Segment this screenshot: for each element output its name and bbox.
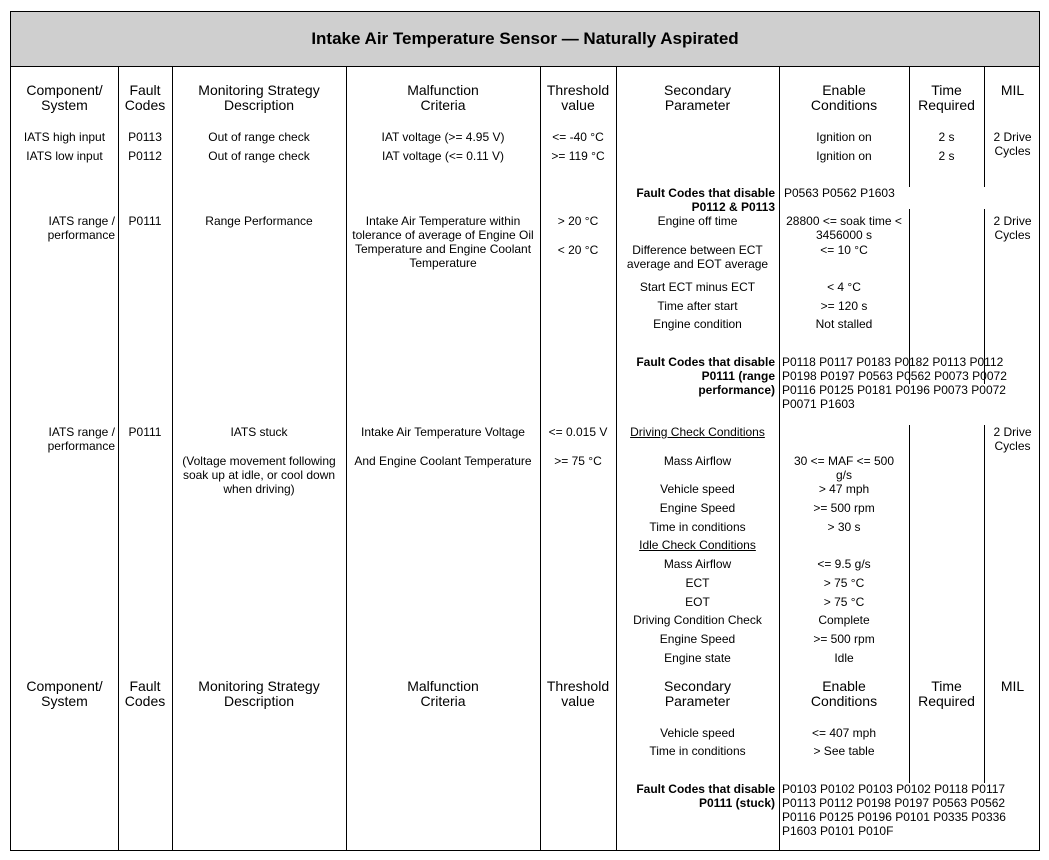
- header-threshold: Threshold value: [546, 678, 610, 709]
- secondary-parameter: EOT: [685, 595, 710, 609]
- header-mil: MIL: [1000, 82, 1025, 98]
- header-malfunction: Malfunction Criteria: [407, 678, 479, 709]
- spec-sheet: [10, 11, 1040, 851]
- header-mil: MIL: [1000, 678, 1025, 694]
- enable-condition: <= 407 mph: [811, 726, 877, 740]
- header-strategy: Monitoring Strategy Description: [198, 678, 320, 709]
- enable-cell: Ignition on Ignition on: [816, 130, 872, 163]
- criteria-cell: Intake Air Temperature Voltage: [361, 425, 525, 439]
- enable-condition: > 47 mph: [818, 482, 870, 496]
- enable-condition: <= 9.5 g/s: [817, 557, 871, 571]
- enable-condition: <= 10 °C: [820, 243, 868, 257]
- secondary-parameter: ECT: [685, 576, 710, 590]
- strategy-cell: Out of range check Out of range check: [208, 130, 310, 163]
- secondary-parameter: Difference between ECT average and EOT average: [626, 243, 769, 271]
- strategy-cell: Range Performance: [205, 214, 313, 228]
- column-divider: [118, 67, 119, 851]
- threshold-cell: <= -40 °C >= 119 °C: [551, 130, 605, 163]
- secondary-parameter: Mass Airflow: [663, 454, 732, 468]
- page-title: Intake Air Temperature Sensor — Naturally Aspirated: [311, 29, 739, 48]
- enable-condition: > 75 °C: [823, 595, 865, 609]
- secondary-parameter: Driving Condition Check: [633, 613, 762, 627]
- header-time: Time Required: [918, 82, 975, 113]
- threshold-cell: < 20 °C: [557, 243, 599, 257]
- header-enable: Enable Conditions: [810, 678, 878, 709]
- fault-disable-label: Fault Codes that disable P0111 (range performance): [636, 355, 775, 397]
- header-malfunction: Malfunction Criteria: [407, 82, 479, 113]
- header-fault-codes: Fault Codes: [124, 82, 166, 113]
- threshold-cell: > 20 °C: [557, 214, 599, 228]
- secondary-parameter: Start ECT minus ECT: [639, 280, 756, 294]
- secondary-parameter: Time in conditions: [649, 744, 746, 758]
- enable-condition: Not stalled: [815, 317, 873, 331]
- header-enable: Enable Conditions: [810, 82, 878, 113]
- column-divider: [909, 425, 910, 783]
- fault-disable-codes: P0103 P0102 P0103 P0102 P0118 P0117 P0113 P0112 P0198 P0197 P0563 P0562 P0116 P0125 P0196 P0101 P0335 P0336 P1603 P0101 P010F: [782, 782, 1006, 838]
- fault-disable-label: Fault Codes that disable P0111 (stuck): [636, 782, 775, 810]
- enable-condition: >= 500 rpm: [813, 501, 875, 515]
- criteria-cell: And Engine Coolant Temperature: [354, 454, 532, 468]
- secondary-parameter: Vehicle speed: [660, 482, 735, 496]
- fault-code-cell: P0111: [128, 425, 162, 439]
- fault-disable-codes: P0118 P0117 P0183 P0182 P0113 P0112 P0198 P0197 P0563 P0562 P0073 P0072 P0116 P0125 P0181 P0196 P0073 P0072 P0071 P1603: [782, 355, 1007, 411]
- header-secondary: Secondary Parameter: [664, 82, 731, 113]
- enable-condition: 30 <= MAF <= 500 g/s: [793, 454, 895, 482]
- strategy-note: (Voltage movement following soak up at idle, or cool down when driving): [182, 454, 336, 496]
- enable-condition: > 75 °C: [823, 576, 865, 590]
- time-cell: 2 s 2 s: [938, 130, 955, 163]
- header-fault-codes: Fault Codes: [124, 678, 166, 709]
- title-band: [11, 12, 1039, 67]
- component-cell: IATS range / performance: [47, 214, 115, 242]
- enable-condition: >= 120 s: [820, 299, 868, 313]
- enable-condition: 28800 <= soak time < 3456000 s: [786, 214, 902, 242]
- header-component: Component/ System: [26, 82, 103, 113]
- component-cell: IATS high input IATS low input: [23, 130, 106, 163]
- column-divider: [984, 425, 985, 783]
- fault-disable-label: Fault Codes that disable P0112 & P0113: [636, 186, 775, 214]
- enable-condition: >= 500 rpm: [813, 632, 875, 646]
- header-time: Time Required: [918, 678, 975, 709]
- driving-check-heading: Driving Check Conditions: [630, 425, 765, 439]
- secondary-parameter: Engine off time: [657, 214, 738, 228]
- secondary-parameter: Engine Speed: [659, 501, 736, 515]
- fault-code-cell: P0111: [128, 214, 162, 228]
- secondary-parameter: Engine state: [664, 651, 731, 665]
- secondary-parameter: Engine Speed: [659, 632, 736, 646]
- threshold-cell: >= 75 °C: [554, 454, 602, 468]
- header-strategy: Monitoring Strategy Description: [198, 82, 320, 113]
- secondary-parameter: Engine condition: [653, 317, 742, 331]
- enable-condition: > See table: [813, 744, 875, 758]
- mil-cell: 2 Drive Cycles: [993, 130, 1032, 158]
- criteria-cell: IAT voltage (>= 4.95 V) IAT voltage (<= 0.11 V): [381, 130, 505, 163]
- threshold-cell: <= 0.015 V: [548, 425, 608, 439]
- mil-cell: 2 Drive Cycles: [993, 214, 1032, 242]
- strategy-cell: IATS stuck: [230, 425, 288, 439]
- component-cell: IATS range / performance: [47, 425, 115, 453]
- idle-check-heading: Idle Check Conditions: [639, 538, 756, 552]
- secondary-parameter: Vehicle speed: [660, 726, 735, 740]
- criteria-cell: Intake Air Temperature within tolerance of average of Engine Oil Temperature and Engine Coolant Temperature: [352, 214, 534, 270]
- enable-condition: < 4 °C: [827, 280, 861, 294]
- fault-disable-codes: P0563 P0562 P1603: [784, 186, 895, 200]
- header-secondary: Secondary Parameter: [664, 678, 731, 709]
- secondary-parameter: Time in conditions: [649, 520, 746, 534]
- secondary-parameter: Mass Airflow: [663, 557, 732, 571]
- secondary-parameter: Time after start: [657, 299, 738, 313]
- enable-condition: Complete: [818, 613, 870, 627]
- mil-cell: 2 Drive Cycles: [993, 425, 1032, 453]
- enable-condition: > 30 s: [827, 520, 861, 534]
- enable-condition: Idle: [834, 651, 854, 665]
- header-component: Component/ System: [26, 678, 103, 709]
- header-threshold: Threshold value: [546, 82, 610, 113]
- fault-code-cell: P0113 P0112: [128, 130, 162, 163]
